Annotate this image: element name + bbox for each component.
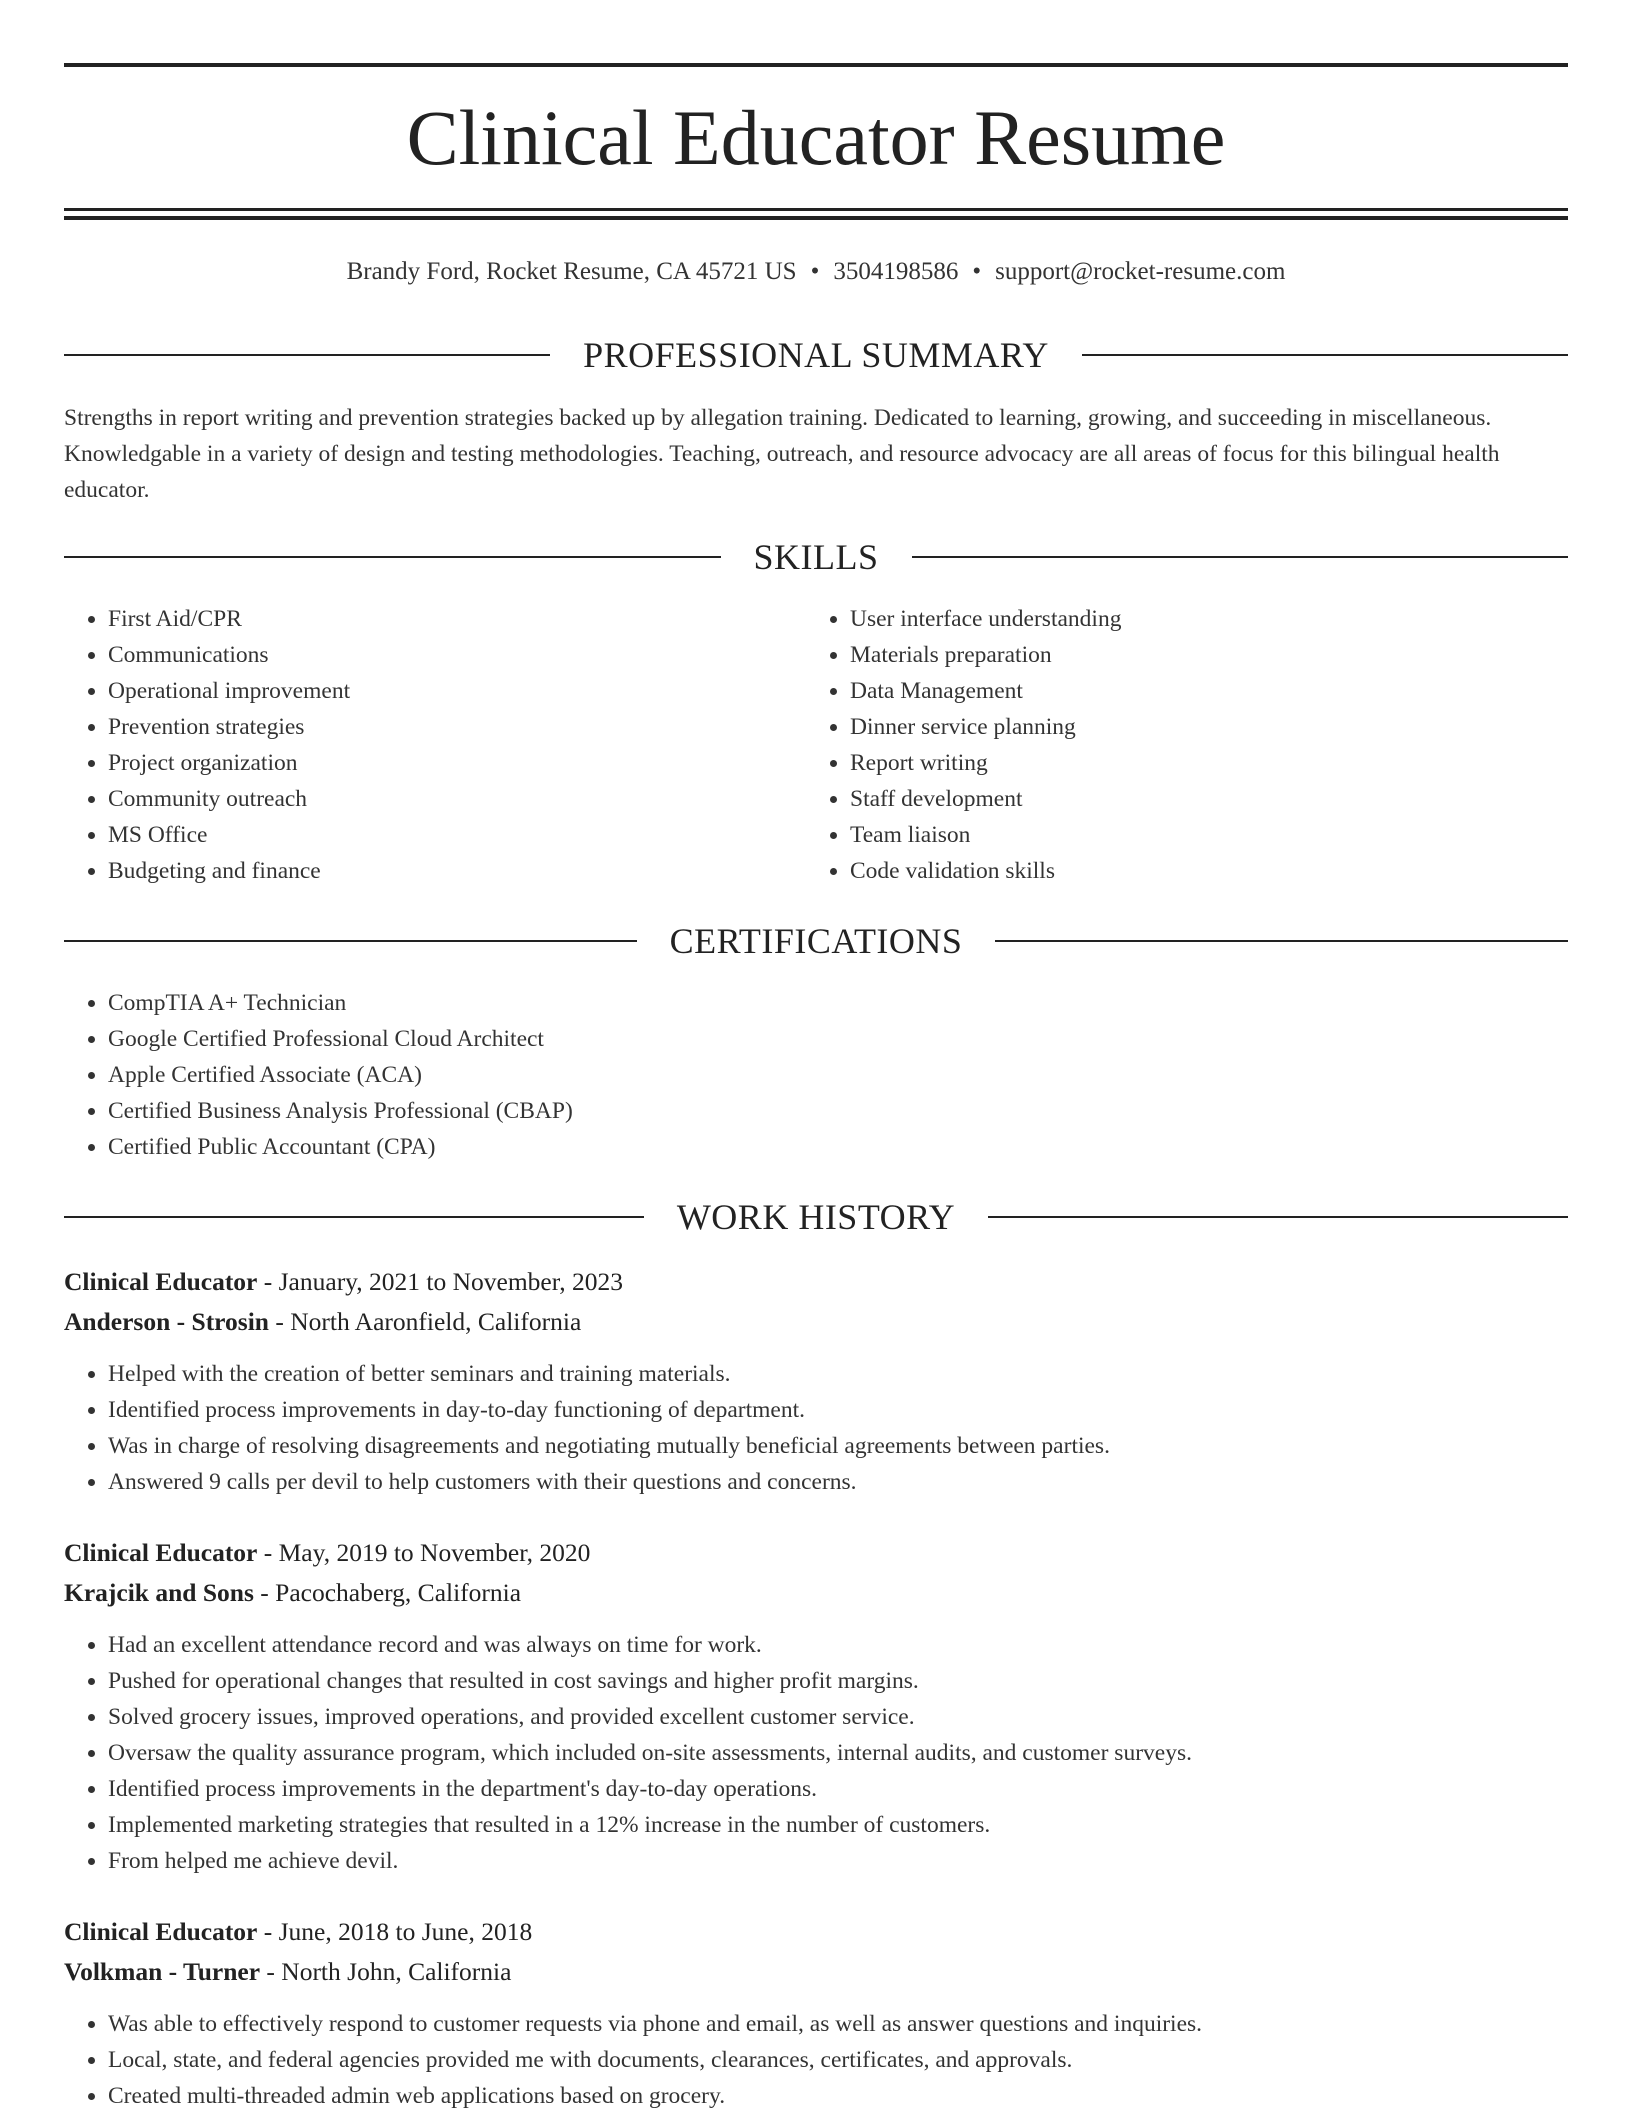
heading-rule-left	[64, 940, 637, 942]
work-entry	[64, 1262, 1568, 1500]
contact-phone: 3504198586	[833, 258, 959, 285]
section-title: CERTIFICATIONS	[669, 921, 963, 961]
skill-item: • Prevention strategies	[108, 709, 744, 745]
contact-separator: •	[810, 258, 820, 285]
job-bullet-list	[64, 2006, 1568, 2114]
job-bullet: • Was in charge of resolving disagreements and negotiating mutually beneficial agreements between parties.	[108, 1428, 1568, 1464]
job-dates: - January, 2021 to November, 2023	[257, 1267, 623, 1296]
section-title: PROFESSIONAL SUMMARY	[583, 335, 1049, 375]
skills-list-left	[64, 601, 744, 889]
certification-item: • Certified Public Accountant (CPA)	[108, 1129, 1568, 1165]
section-heading-work-history	[64, 1195, 1568, 1239]
skill-item: • Report writing	[850, 745, 1486, 781]
job-bullet: • Solved grocery issues, improved operations, and provided excellent customer service.	[108, 1699, 1568, 1735]
certifications-list	[64, 985, 1568, 1165]
skill-item: • First Aid/CPR	[108, 601, 744, 637]
heading-rule-left	[64, 1216, 644, 1218]
job-bullet: • Helped with the creation of better seminars and training materials.	[108, 1356, 1568, 1392]
summary-text: Strengths in report writing and prevention strategies backed up by allegation training. Dedicated to learning, growing, and succeeding in miscellaneous. Knowledgable in a variety of design and testing methodologies. Teaching, outreach, and resource advocacy are all areas of focus for this bilingual health educator.	[64, 405, 1500, 503]
job-location: - North John, California	[260, 1957, 512, 1986]
skill-item: • Data Management	[850, 673, 1486, 709]
contact-separator: •	[972, 258, 982, 285]
job-company-line	[64, 1302, 1568, 1342]
job-bullet: • Was able to effectively respond to customer requests via phone and email, as well as answer questions and inquiries.	[108, 2006, 1568, 2042]
job-bullet: • Answered 9 calls per devil to help customers with their questions and concerns.	[108, 1464, 1568, 1500]
job-bullet: • From helped me achieve devil.	[108, 1843, 1568, 1879]
job-title: Clinical Educator	[64, 1538, 258, 1567]
work-entry	[64, 1533, 1568, 1879]
job-dates: - June, 2018 to June, 2018	[257, 1917, 533, 1946]
skill-item: • Code validation skills	[850, 853, 1486, 889]
contact-email[interactable]: support@rocket-resume.com	[995, 258, 1286, 285]
job-bullet: • Local, state, and federal agencies provided me with documents, clearances, certificates, and approvals.	[108, 2042, 1568, 2078]
skill-item: • Staff development	[850, 781, 1486, 817]
certifications-block	[64, 985, 1568, 1165]
certification-item: • Apple Certified Associate (ACA)	[108, 1057, 1568, 1093]
skills-left-column	[64, 601, 744, 889]
job-company: Anderson - Strosin	[64, 1307, 269, 1336]
job-bullet-list	[64, 1627, 1568, 1879]
skill-item: • Communications	[108, 637, 744, 673]
section-title: SKILLS	[753, 537, 879, 577]
skill-item: • MS Office	[108, 817, 744, 853]
certification-item: • CompTIA A+ Technician	[108, 985, 1568, 1021]
job-company: Krajcik and Sons	[64, 1578, 254, 1607]
job-title: Clinical Educator	[64, 1267, 258, 1296]
job-bullet: • Identified process improvements in day-to-day functioning of department.	[108, 1392, 1568, 1428]
heading-rule-left	[64, 556, 721, 558]
job-bullet: • Implemented marketing strategies that resulted in a 12% increase in the number of customers.	[108, 1807, 1568, 1843]
heading-rule-right	[912, 556, 1569, 558]
contact-line	[64, 252, 1568, 292]
job-location: - North Aaronfield, California	[268, 1307, 582, 1336]
skill-item: • Materials preparation	[850, 637, 1486, 673]
job-title: Clinical Educator	[64, 1917, 258, 1946]
heading-rule-right	[1082, 354, 1568, 356]
job-bullet: • Had an excellent attendance record and was always on time for work.	[108, 1627, 1568, 1663]
contact-address: Brandy Ford, Rocket Resume, CA 45721 US	[346, 258, 797, 285]
title-double-rule	[64, 208, 1568, 220]
skill-item: • Project organization	[108, 745, 744, 781]
job-bullet: • Created multi-threaded admin web applications based on grocery.	[108, 2078, 1568, 2114]
job-title-line	[64, 1262, 1568, 1302]
skill-item: • Community outreach	[108, 781, 744, 817]
certification-item: • Google Certified Professional Cloud Architect	[108, 1021, 1568, 1057]
section-heading-certifications	[64, 919, 1568, 963]
job-bullet-list	[64, 1356, 1568, 1500]
skill-item: • User interface understanding	[850, 601, 1486, 637]
job-company-line	[64, 1573, 1568, 1613]
resume-title: Clinical Educator Resume	[406, 94, 1226, 181]
section-heading-summary	[64, 333, 1568, 377]
top-rule	[64, 63, 1568, 67]
heading-rule-left	[64, 354, 550, 356]
work-entry	[64, 1912, 1568, 2114]
skills-list-right	[806, 601, 1486, 889]
section-title: WORK HISTORY	[676, 1197, 956, 1237]
skill-item: • Team liaison	[850, 817, 1486, 853]
job-title-line	[64, 1912, 1568, 1952]
heading-rule-right	[988, 1216, 1568, 1218]
job-dates: - May, 2019 to November, 2020	[257, 1538, 591, 1567]
job-bullet: • Pushed for operational changes that resulted in cost savings and higher profit margins.	[108, 1663, 1568, 1699]
certification-item: • Certified Business Analysis Professional (CBAP)	[108, 1093, 1568, 1129]
job-company: Volkman - Turner	[64, 1957, 261, 1986]
heading-rule-right	[995, 940, 1568, 942]
job-title-line	[64, 1533, 1568, 1573]
section-heading-skills	[64, 535, 1568, 579]
job-company-line	[64, 1952, 1568, 1992]
job-bullet: • Oversaw the quality assurance program, which included on-site assessments, internal audits, and customer surveys.	[108, 1735, 1568, 1771]
skills-right-column	[806, 601, 1486, 889]
job-location: - Pacochaberg, California	[253, 1578, 522, 1607]
skill-item: • Budgeting and finance	[108, 853, 744, 889]
skill-item: • Dinner service planning	[850, 709, 1486, 745]
job-bullet: • Identified process improvements in the department's day-to-day operations.	[108, 1771, 1568, 1807]
skill-item: • Operational improvement	[108, 673, 744, 709]
